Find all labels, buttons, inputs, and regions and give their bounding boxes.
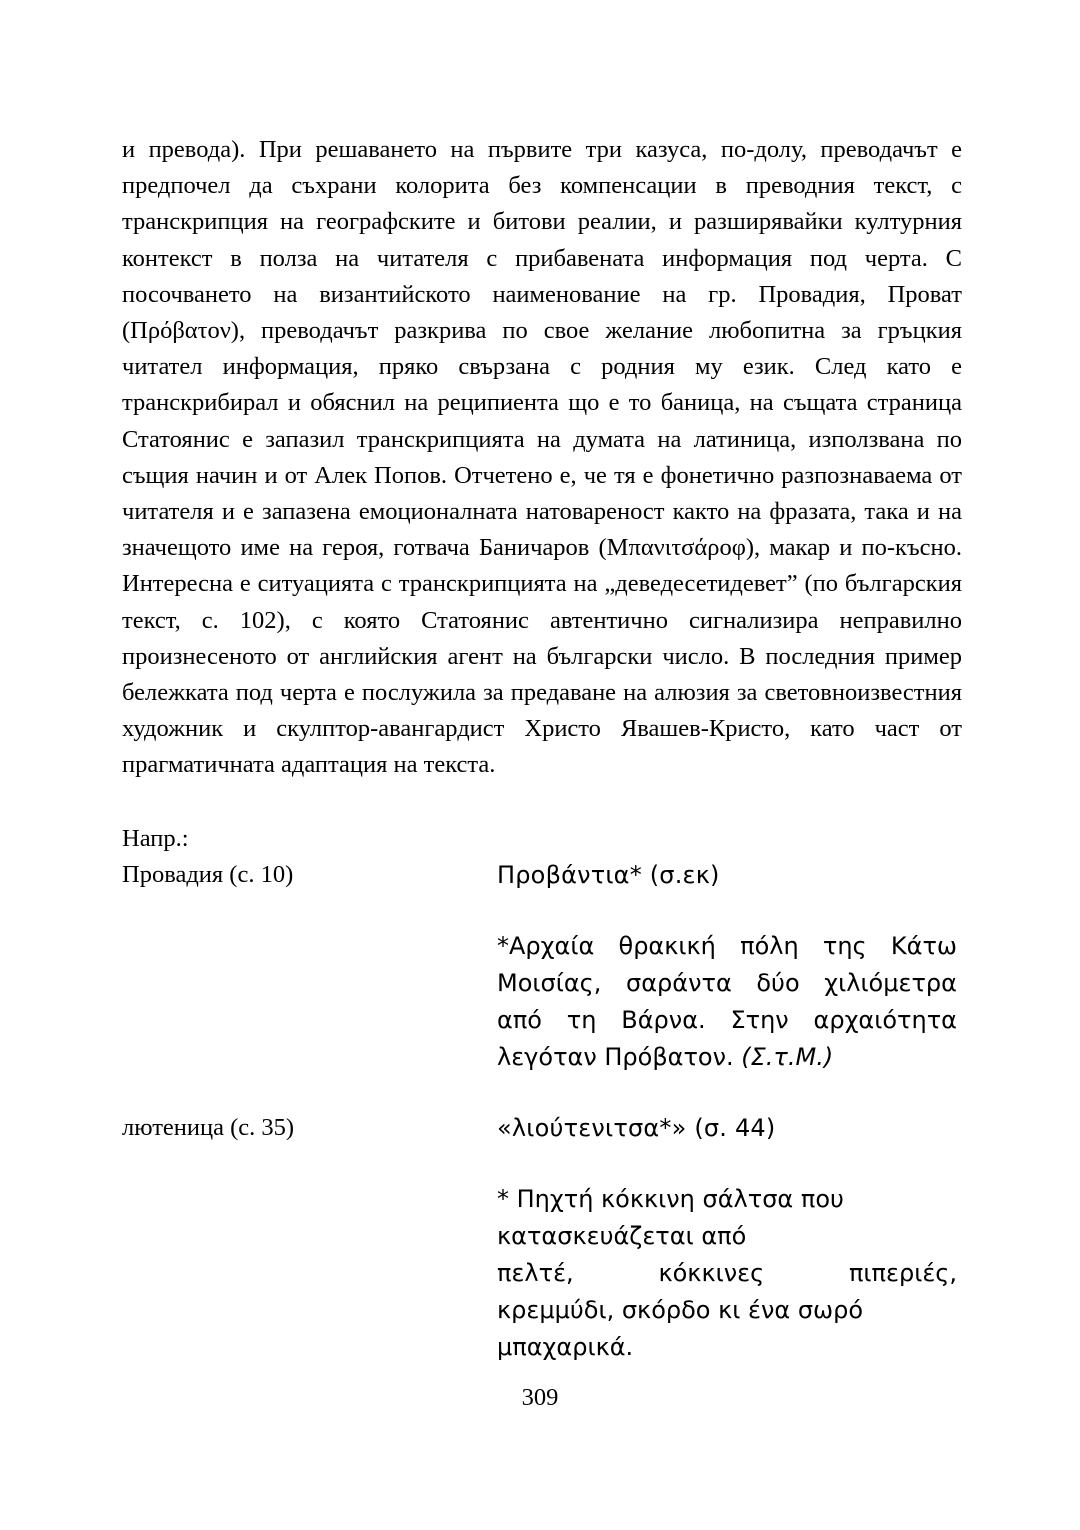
example-target-term: Προβάντια* (σ.εκ) [497,860,720,889]
examples-label: Напр.: [122,824,189,852]
example-footnote [497,928,957,1076]
example-footnote-line: κρεμμύδι, σκόρδο κι ένα σωρό [497,1295,864,1324]
example-footnote-line-spread [497,1255,957,1292]
spacer [122,1076,962,1110]
example-source-term: лютеница (с. 35) [122,1113,295,1141]
spacer [497,894,962,928]
page-content [122,132,962,1366]
example-row [122,1110,962,1147]
example-footnote-text: *Αρχαία θρακική πόλη της Κάτω Μοισίας, σαράντα δύο χιλιόμετρα από τη Βάρνα. Στην αρχαιότητα λεγόταν Πρόβατον. [497,931,957,1071]
example-footnote [497,1181,957,1366]
page-number: 309 [521,1384,559,1411]
example-row [122,857,962,894]
example-note-wrap [497,894,962,1076]
example-footnote-suffix: (Σ.τ.Μ.) [733,1042,834,1071]
example-note-row [122,1147,962,1366]
example-note-wrap [497,1147,962,1366]
example-footnote-line: κατασκευάζεται από [497,1221,747,1250]
example-footnote-line: μπαχαρικά. [497,1332,634,1361]
example-source-term: Провадия (с. 10) [122,860,294,888]
body-paragraph: и превода). При решаването на първите три казуса, по-долу, преводачът е предпочел да съхрани колорита без компенсации в преводния текст, с транскрипция на географските и битови реалии, и разширявайки културния контекст в полза на читателя с прибавената информация под черта. С посочването на византийското наименование на гр. Провадия, Проват (Πρόβατον), преводачът разкрива по свое желание любопитна за гръцкия читател информация, пряко свързана с родния му език. След като е транскрибирал и обяснил на реципиента що е то баница, на същата страница Статоянис е запазил транскрипцията на думата на латиница, използвана по същия начин и от Алек Попов. Отчетено е, че тя е фонетично разпознаваема от читателя и е запазена емоционалната натовареност както на фразата, така и на значещото име на героя, готвача Баничаров (Μπανιτσάροφ), макар и по-късно. Интересна е ситуацията с транскрипцията на „деведесетидевет” (по българския текст, с. 102), с която Статоянис автентично сигнализира неправилно произнесеното от английския агент на български число. В последния пример бележката под черта е послужила за предаване на алюзия за световноизвестния художник и скулптор-авангардист Христо Явашев-Кристо, като част от прагматичната адаптация на текста. [122,136,962,779]
example-note-row [122,894,962,1076]
examples-list [122,857,962,1366]
example-target-term: «λιούτενιτσα*» (σ. 44) [497,1113,776,1142]
example-footnote-line: πελτέ, κόκκινες πιπεριές, [497,1258,957,1287]
example-footnote-line: * Πηχτή κόκκινη σάλτσα που [497,1184,844,1213]
spacer [497,1147,962,1181]
